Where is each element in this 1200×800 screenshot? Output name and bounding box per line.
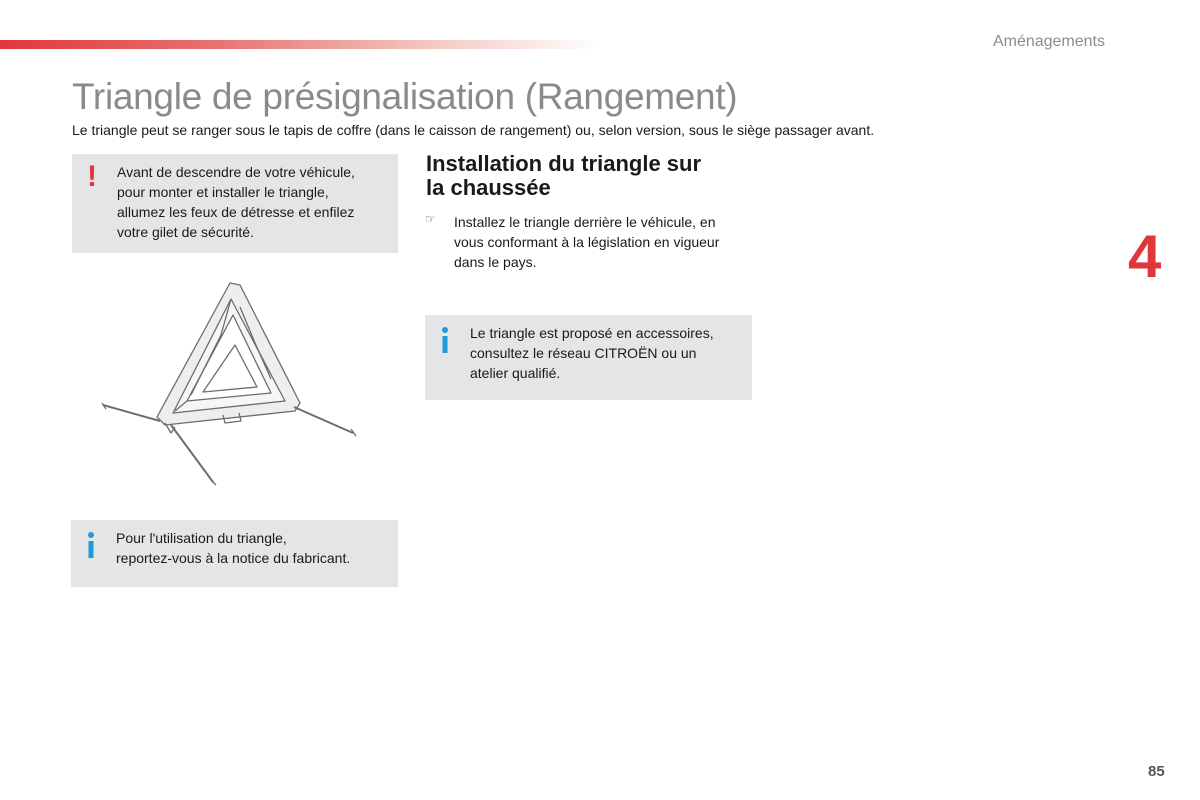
info-icon: [439, 325, 451, 355]
warning-text: Avant de descendre de votre véhicule, pour monter et installer le triangle, allumez les feux de détresse et enfilez votre gilet de sécurité.: [117, 164, 355, 240]
info-icon: [85, 530, 97, 560]
info-accessory-text: Le triangle est proposé en accessoires, consultez le réseau CITROËN ou un atelier qualifié.: [470, 325, 714, 381]
exclamation-icon: !: [87, 160, 97, 193]
pointing-hand-icon: ☞: [425, 212, 436, 226]
installation-heading: Installation du triangle sur la chaussée: [426, 151, 702, 200]
page-number: 85: [1148, 763, 1165, 780]
info-box-accessory: [425, 315, 752, 400]
info-usage-text: Pour l'utilisation du triangle, reportez-vous à la notice du fabricant.: [116, 530, 351, 566]
warning-triangle-illustration: [95, 275, 370, 490]
installation-step-text: Installez le triangle derrière le véhicule, en vous conformant à la législation en vigueur dans le pays.: [454, 214, 720, 270]
intro-text: Le triangle peut se ranger sous le tapis de coffre (dans le caisson de rangement) ou, selon version, sous le siège passager avant.: [72, 122, 875, 138]
page-title: Triangle de présignalisation (Rangement): [72, 76, 738, 117]
warning-box: [72, 154, 398, 253]
section-name: Aménagements: [992, 33, 1105, 50]
info-box-usage: [71, 520, 398, 587]
chapter-number: 4: [1128, 223, 1162, 290]
header-accent-bar: [0, 40, 600, 49]
